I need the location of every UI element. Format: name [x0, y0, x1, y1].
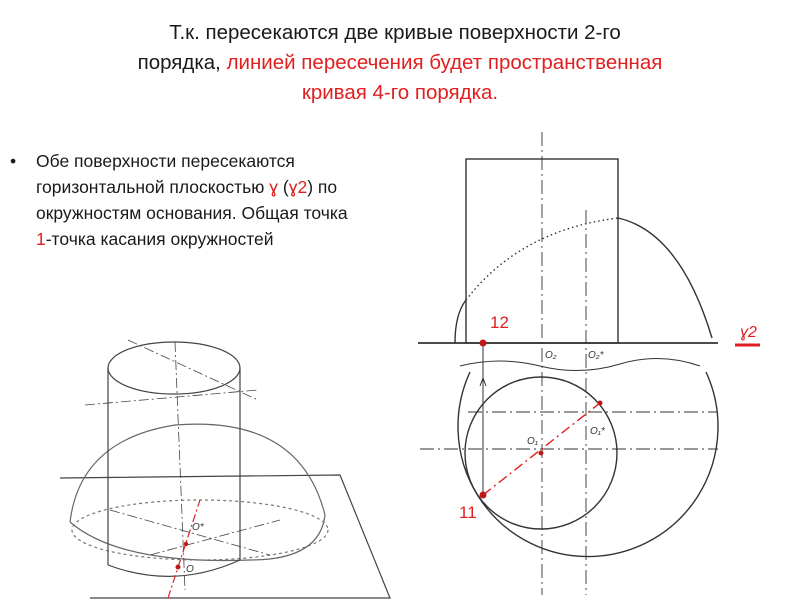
label-1-1: 11 — [459, 503, 477, 522]
cylinder-bottom-curve — [108, 560, 240, 576]
bullet-dot: • — [10, 151, 17, 171]
title-line-2-red: линией пересечения будет пространственная — [226, 51, 663, 74]
title-line-3-red: кривая 4-го порядка. — [301, 81, 499, 104]
gamma2-symbol: ɣ2 — [288, 177, 308, 197]
point-O1star — [598, 401, 603, 406]
label-O1star: O₁* — [590, 426, 605, 437]
point-3d-Ostar — [184, 542, 188, 546]
point-O1 — [539, 451, 544, 456]
vertical-axis-3d — [175, 342, 185, 590]
bullet-text-c: -точка касания окружностей — [45, 229, 274, 249]
construction-line-1 — [128, 340, 258, 400]
label-O1: O₁ — [527, 436, 538, 447]
label-O2star: O₂* — [588, 350, 604, 361]
label-O: O — [186, 564, 194, 575]
construction-line-4 — [150, 520, 280, 555]
horizontal-plane — [60, 475, 390, 598]
label-O2: O₂ — [545, 350, 557, 361]
label-Ostar: O* — [192, 522, 204, 533]
break-line — [460, 358, 700, 370]
label-gamma2: ɣ2 — [740, 324, 757, 341]
paren-open: ( — [282, 177, 289, 197]
gamma-symbol: ɣ — [269, 177, 278, 197]
point-1-1 — [480, 492, 487, 499]
top-view — [420, 372, 718, 557]
label-1-2: 12 — [490, 313, 509, 332]
cylinder-top-ellipse — [108, 342, 240, 394]
title-line-1: Т.к. пересекаются две кривые поверхности 2-го — [169, 21, 621, 44]
point-3d-O — [176, 565, 181, 570]
sphere-top-circle — [458, 372, 718, 557]
title-line-2-black: порядка, — [137, 51, 227, 74]
construction-line-2 — [85, 390, 258, 405]
axonometric-view — [60, 340, 390, 598]
point-one: 1 — [36, 229, 46, 249]
sphere-front-left-outline — [455, 300, 466, 343]
bullet-text-a: Обе поверхности пересекаются горизонтальной плоскостью — [36, 151, 295, 197]
sphere-front-outline — [618, 218, 712, 338]
bullet-text-b: ) по окружностям основания. Общая точка — [36, 177, 348, 223]
point-1-2 — [480, 340, 487, 347]
